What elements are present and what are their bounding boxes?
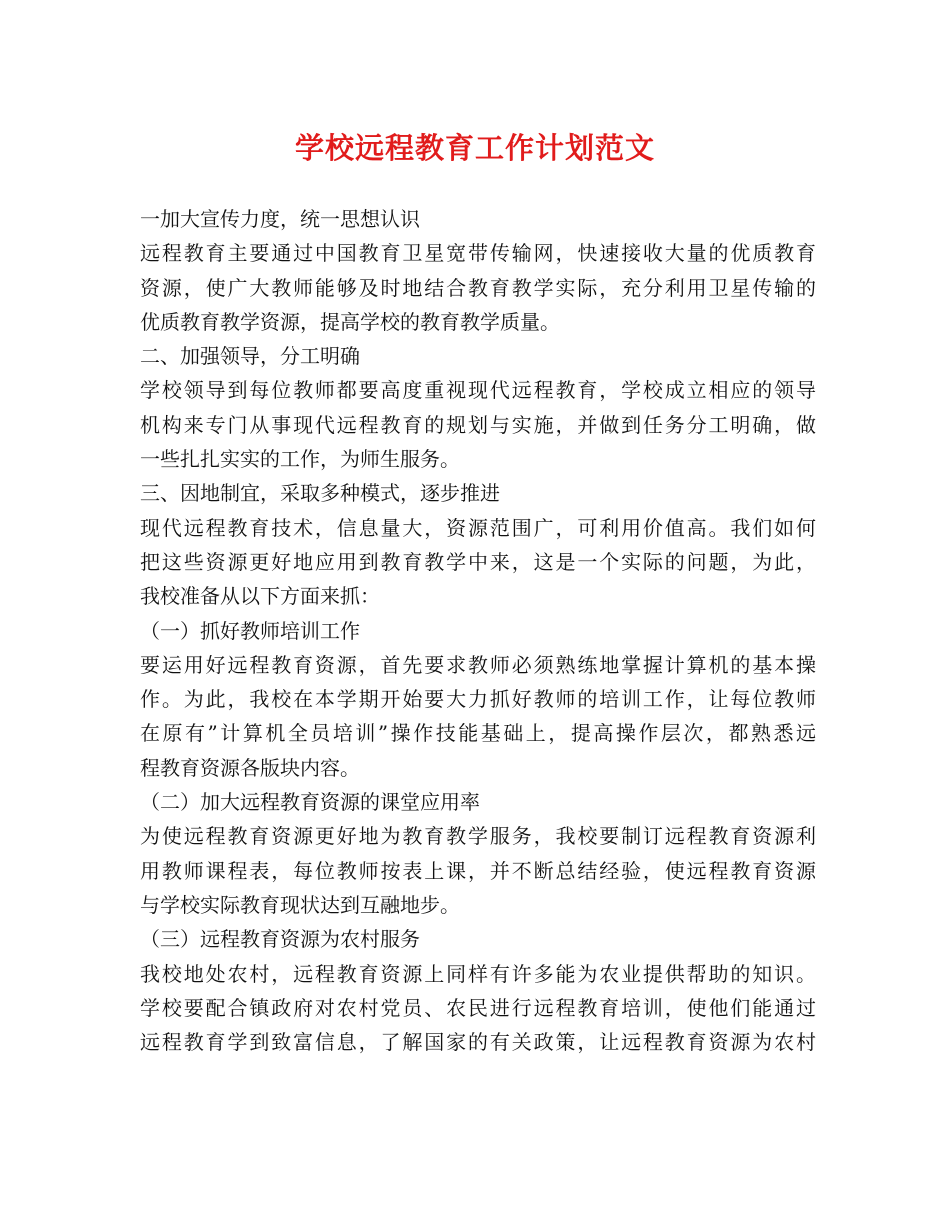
section-heading: 三、因地制宜，采取多种模式，逐步推进 (140, 481, 500, 506)
subsection-heading: （一）抓好教师培训工作 (140, 618, 360, 643)
body-line: 为使远程教育资源更好地为教育教学服务，我校要制订远程教育资源利 (140, 824, 816, 849)
body-line: 资源，使广大教师能够及时地结合教育教学实际，充分利用卫星传输的 (140, 275, 816, 300)
document-title: 学校远程教育工作计划范文 (294, 131, 655, 165)
body-line: 与学校实际教育现状达到互融地步。 (140, 892, 460, 917)
body-line: 一些扎扎实实的工作，为师生服务。 (140, 447, 460, 472)
body-line: 我校地处农村，远程教育资源上同样有许多能为农业提供帮助的知识。 (140, 961, 816, 986)
body-line: 远程教育学到致富信息，了解国家的有关政策，让远程教育资源为农村 (140, 1030, 816, 1055)
body-line: 学校要配合镇政府对农村党员、农民进行远程教育培训，使他们能通过 (140, 995, 816, 1020)
body-line: 优质教育教学资源，提高学校的教育教学质量。 (140, 309, 560, 334)
body-line: 作。为此，我校在本学期开始要大力抓好教师的培训工作，让每位教师 (140, 687, 816, 712)
section-heading: 一加大宣传力度，统一思想认识 (140, 207, 420, 231)
body-line: 要运用好远程教育资源，首先要求教师必须熟练地掌握计算机的基本操 (140, 652, 816, 677)
body-line: 学校领导到每位教师都要高度重视现代远程教育，学校成立相应的领导 (140, 378, 816, 403)
section-heading: 二、加强领导，分工明确 (140, 344, 360, 369)
subsection-heading: （二）加大远程教育资源的课堂应用率 (140, 790, 480, 815)
body-line: 现代远程教育技术，信息量大，资源范围广，可利用价值高。我们如何 (140, 515, 816, 540)
body-line: 我校准备从以下方面来抓： (140, 584, 380, 609)
body-line: 机构来专门从事现代远程教育的规划与实施，并做到任务分工明确，做 (140, 412, 816, 437)
body-line: 在原有”计算机全员培训”操作技能基础上，提高操作层次，都熟悉远 (140, 721, 816, 746)
body-line: 用教师课程表，每位教师按表上课，并不断总结经验，使远程教育资源 (140, 858, 816, 883)
body-line: 远程教育主要通过中国教育卫星宽带传输网，快速接收大量的优质教育 (140, 241, 816, 266)
subsection-heading: （三）远程教育资源为农村服务 (140, 927, 420, 952)
document-body (140, 202, 816, 1059)
body-line: 把这些资源更好地应用到教育教学中来，这是一个实际的问题，为此， (140, 549, 816, 574)
body-line: 程教育资源各版块内容。 (140, 755, 360, 780)
